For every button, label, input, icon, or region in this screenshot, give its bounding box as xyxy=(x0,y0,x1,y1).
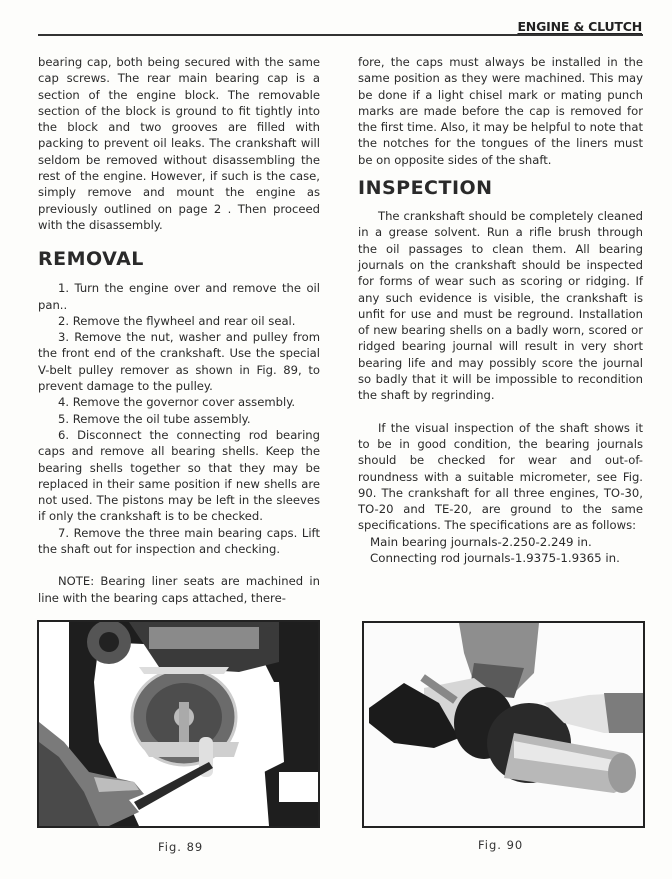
step-5: 5. Remove the oil tube assembly. xyxy=(58,411,251,426)
step-6: 6. Disconnect the connecting rod bearing caps and remove all bearing shells. Keep the bearing shells together so that they may be replaced in their same position if new shells are not used. The pistons may be left in the sleeves if only the crankshaft is to be checked. xyxy=(38,427,320,524)
right-column xyxy=(358,54,643,566)
removal-heading: REMOVAL xyxy=(38,248,144,271)
figure-89-caption: Fig. 89 xyxy=(158,840,204,854)
step-1: 1. Turn the engine over and remove the oil pan.. xyxy=(38,281,320,312)
crankshaft-micrometer-photo-icon xyxy=(364,623,643,826)
intro-paragraph: bearing cap, both being secured with the same cap screws. The rear main bearing cap is a section of the engine block. The removable section of the block is ground to fit tightly into the block and two grooves are filled with packing to prevent oil leaks. The crankshaft will seldom be removed without disassembling the rest of the engine. However, if such is the case, simply remove and mount the engine as previously outlined on page 2 . Then proceed with the disassembly. xyxy=(38,55,320,232)
section-title: ENGINE & CLUTCH xyxy=(517,19,642,34)
note-paragraph: NOTE: Bearing liner seats are machined in line with the bearing caps attached, there- xyxy=(38,574,320,605)
step-4: 4. Remove the governor cover assembly. xyxy=(58,395,296,410)
pulley-puller-photo-icon xyxy=(39,622,318,826)
figure-90-caption: Fig. 90 xyxy=(478,838,524,852)
step-3: 3. Remove the nut, washer and pulley from the front end of the crankshaft. Use the special V-belt pulley remover as shown in Fig. 89, to prevent damage to the pulley. xyxy=(38,330,320,394)
step-7: 7. Remove the three main bearing caps. Lift the shaft out for inspection and checking. xyxy=(38,525,320,557)
continued-paragraph: fore, the caps must always be installed in the same position as they were machined. This may be done if a light chisel mark or mating punch marks are made before the cap is removed for the first time. Also, it may be helpful to note that the notches for the tongues of the liners must be on opposite sides of the shaft. xyxy=(358,55,643,167)
inspection-heading: INSPECTION xyxy=(358,177,493,200)
inspection-paragraph-2: If the visual inspection of the shaft shows it to be in good condition, the bearing journals should be checked for wear and out-of-roundness with a suitable micrometer, see Fig. 90. The crankshaft for all three engines, TO-30, TO-20 and TE-20, are ground to the same specifications. The specifications are as follows: xyxy=(358,420,643,533)
inspection-paragraph-1: The crankshaft should be completely cleaned in a grease solvent. Run a rifle brush through the oil passages to clean them. All bearing journals on the crankshaft should be inspected for forms of wear such as scoring or ridging. If any such evidence is visible, the crankshaft is unfit for use and must be reground. Installation of new bearing shells on a badly worn, scored or ridged bearing journal will result in very short bearing life and may possibly score the journal so badly that it will be impossible to recondition the shaft by regrinding. xyxy=(358,209,643,403)
figure-90-photo xyxy=(362,621,645,828)
spec-main-bearing: Main bearing journals-2.250-2.249 in. xyxy=(370,534,592,549)
header-rule xyxy=(38,34,643,36)
step-2: 2. Remove the flywheel and rear oil seal. xyxy=(58,313,296,328)
spec-connecting-rod: Connecting rod journals-1.9375-1.9365 in. xyxy=(370,551,620,566)
figure-89-photo xyxy=(37,620,320,828)
left-column xyxy=(38,54,320,606)
